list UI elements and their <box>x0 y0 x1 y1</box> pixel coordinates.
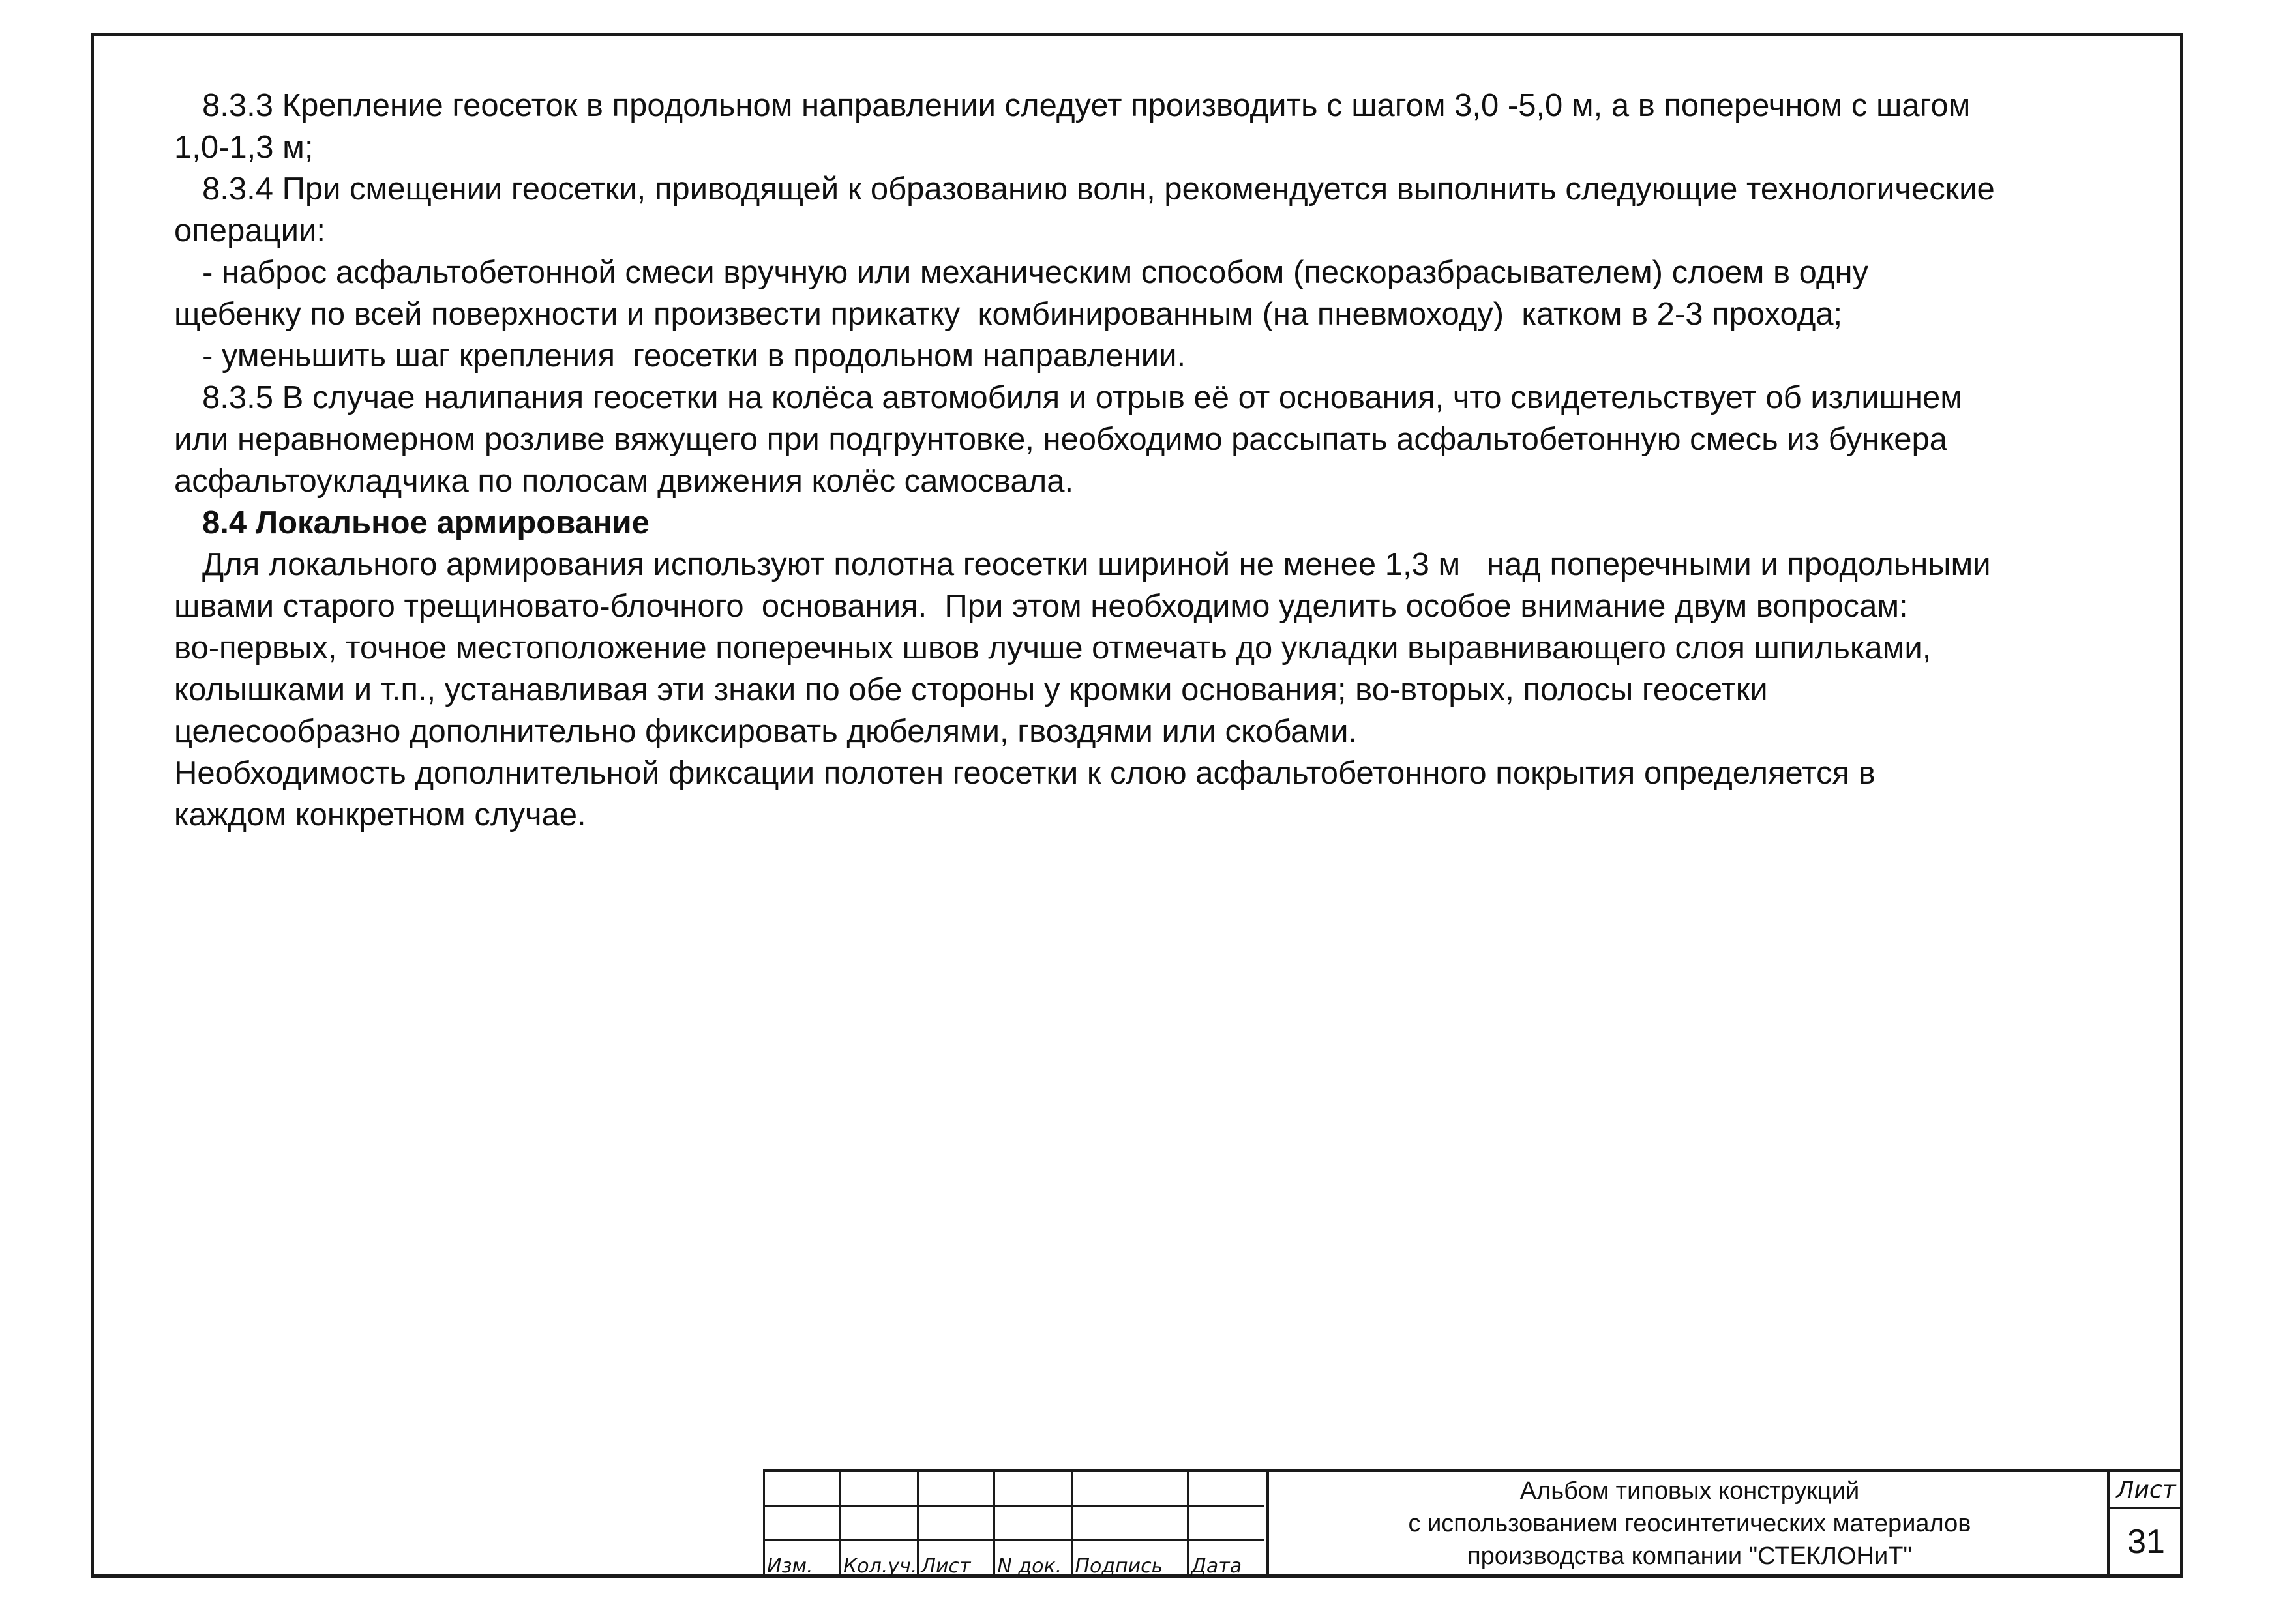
paragraph-8-3-4-cont <box>174 210 2170 252</box>
revision-cell <box>1072 1506 1188 1541</box>
paragraph-local-reinforcement-cont <box>174 627 2170 669</box>
album-title-line: с использованием геосинтетических материалов <box>1408 1510 1971 1537</box>
column-header-signature: Подпись <box>1072 1541 1188 1576</box>
paragraph-fixation-need <box>174 752 2170 794</box>
revision-cell <box>994 1506 1072 1541</box>
text-line: 1,0-1,3 м; <box>174 130 314 165</box>
revision-cell <box>841 1471 918 1506</box>
revision-cell <box>1188 1506 1264 1541</box>
heading-text: 8.4 Локальное армирование <box>202 505 650 540</box>
revision-row <box>764 1506 1264 1541</box>
text-line: щебенку по всей поверхности и произвести прикатку комбинированным (на пневмоходу) катком в 2-3 прохода; <box>174 297 1843 332</box>
album-title <box>1269 1475 2110 1572</box>
paragraph-local-reinforcement-cont <box>174 711 2170 752</box>
column-header-sheet: Лист <box>918 1541 994 1576</box>
text-line: Необходимость дополнительной фиксации полотен геосетки к слою асфальтобетонного покрытия определяется в <box>174 756 1876 791</box>
paragraph-8-3-4 <box>174 168 2170 210</box>
revision-header-row <box>764 1541 1264 1576</box>
paragraph-8-3-3 <box>174 85 2170 126</box>
text-line: - наброс асфальтобетонной смеси вручную или механическим способом (пескоразбрасывателем) слоем в одну <box>202 255 1869 290</box>
document-body <box>174 85 2170 836</box>
text-line: - уменьшить шаг крепления геосетки в продольном направлении. <box>202 338 1186 374</box>
text-line: асфальтоукладчика по полосам движения колёс самосвала. <box>174 464 1074 499</box>
sheet-box-separator <box>2107 1507 2183 1509</box>
column-header-count: Кол.уч. <box>841 1541 918 1576</box>
album-title-line: Альбом типовых конструкций <box>1519 1477 1860 1505</box>
revision-row <box>764 1471 1264 1506</box>
paragraph-8-3-5-cont <box>174 419 2170 460</box>
text-line: 8.3.4 При смещении геосетки, приводящей к образованию волн, рекомендуется выполнить следующие технологические <box>202 171 1995 207</box>
text-line: 8.3.5 В случае налипания геосетки на колёса автомобиля и отрыв её от основания, что свидетельствует об излишнем <box>202 380 1962 415</box>
sheet-label: Лист <box>2116 1477 2176 1503</box>
text-line: Для локального армирования используют полотна геосетки шириной не менее 1,3 м над поперечными и продольными <box>202 547 1991 582</box>
paragraph-local-reinforcement-cont <box>174 585 2170 627</box>
column-header-date: Дата <box>1188 1541 1264 1576</box>
album-title-line: производства компании "СТЕКЛОНиТ" <box>1467 1543 1912 1570</box>
sheet-number: 31 <box>2127 1523 2165 1561</box>
column-header-change: Изм. <box>764 1541 841 1576</box>
column-header-doc-number: N док. <box>994 1541 1072 1576</box>
paragraph-8-3-5-cont <box>174 460 2170 502</box>
text-line: во-первых, точное местоположение поперечных швов лучше отмечать до укладки выравнивающего слоя шпильками, <box>174 630 1932 666</box>
text-line: швами старого трещиновато-блочного основания. При этом необходимо уделить особое внимание двум вопросам: <box>174 589 1908 624</box>
paragraph-8-3-5 <box>174 377 2170 419</box>
revision-cell <box>764 1471 841 1506</box>
list-item-throw-mix-cont <box>174 293 2170 335</box>
list-item-reduce-step <box>174 335 2170 377</box>
revision-cell <box>918 1471 994 1506</box>
section-heading-8-4 <box>174 502 2170 544</box>
revision-cell <box>1188 1471 1264 1506</box>
text-line: 8.3.3 Крепление геосеток в продольном направлении следует производить с шагом 3,0 -5,0 м, а в поперечном с шагом <box>202 88 1971 123</box>
text-line: каждом конкретном случае. <box>174 797 586 833</box>
revision-table <box>763 1470 1264 1576</box>
revision-cell <box>764 1506 841 1541</box>
paragraph-8-3-3-cont <box>174 126 2170 168</box>
revision-cell <box>918 1506 994 1541</box>
list-item-throw-mix <box>174 252 2170 293</box>
paragraph-fixation-need-cont <box>174 794 2170 836</box>
text-line: операции: <box>174 213 325 248</box>
revision-cell <box>1072 1471 1188 1506</box>
revision-cell <box>994 1471 1072 1506</box>
revision-cell <box>841 1506 918 1541</box>
text-line: целесообразно дополнительно фиксировать дюбелями, гвоздями или скобами. <box>174 714 1358 749</box>
text-line: или неравномерном розливе вяжущего при подгрунтовке, необходимо рассыпать асфальтобетонную смесь из бункера <box>174 422 1947 457</box>
paragraph-local-reinforcement <box>174 544 2170 585</box>
text-line: колышками и т.п., устанавливая эти знаки по обе стороны у кромки основания; во-вторых, полосы геосетки <box>174 672 1768 707</box>
paragraph-local-reinforcement-cont <box>174 669 2170 711</box>
